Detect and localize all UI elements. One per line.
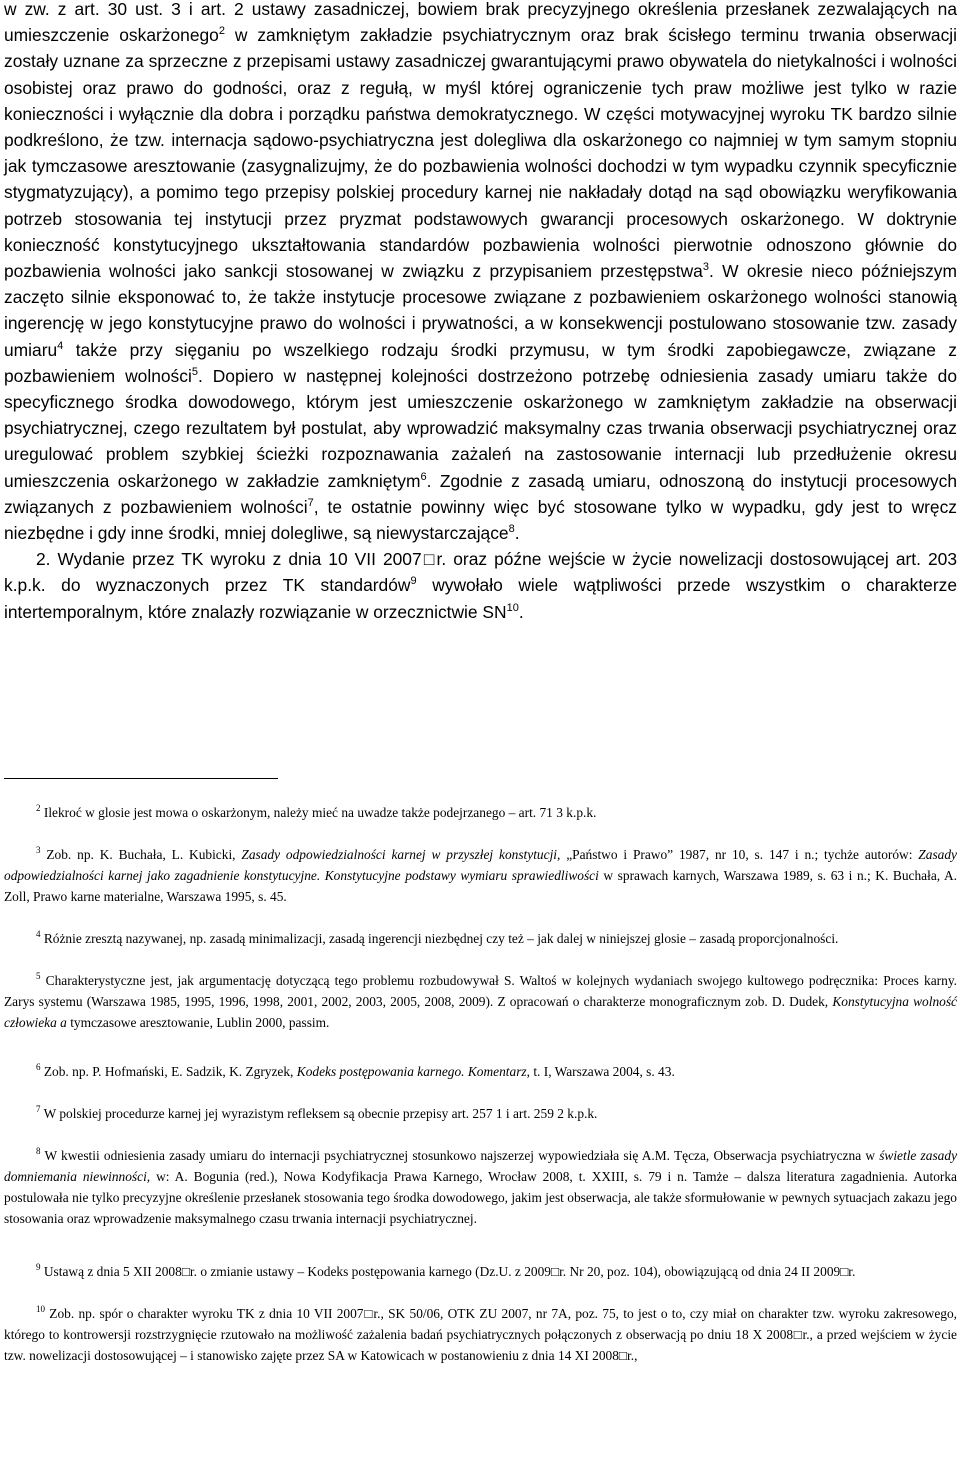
footnote-9 (4, 1261, 957, 1282)
footnote-text: W kwestii odniesienia zasady umiaru do internacji psychiatrycznej stosunkowo najszerzej wypowiedziała się A.M. Tęcza, Obserwacja psychiatryczna w (44, 1148, 880, 1163)
paragraph-1 (4, 0, 957, 546)
footnote-2 (4, 802, 957, 823)
footnote-ref-8[interactable]: 8 (508, 523, 515, 536)
footnote-6 (4, 1061, 957, 1082)
footnote-text: Ustawą z dnia 5 XII 2008□r. o zmianie ustawy – Kodeks postępowania karnego (Dz.U. z 2009□r. Nr 20, poz. 104), obowiązującą od dnia 24 II 2009□r. (43, 1264, 856, 1279)
footnote-number: 10 (36, 1304, 45, 1314)
footnote-ref-5[interactable]: 5 (191, 365, 198, 378)
footnote-text: w sprawach karnych, Warszawa 1989, s. 63 i n.; K. Buchała, A. Zoll, Prawo karne materialne, Warszawa 1995, s. 45. (4, 868, 957, 904)
footnote-title: Kodeks postępowania karnego. Komentarz (296, 1064, 527, 1079)
footnote-text: Zob. np. K. Buchała, L. Kubicki, (46, 847, 242, 862)
footnote-number: 3 (36, 845, 41, 855)
footnote-ref-10[interactable]: 10 (506, 601, 519, 614)
text-run: 2. Wydanie przez TK wyroku z dnia 10 VII 2007□r. oraz późne wejście w życie nowelizacji dostosowującej art. 203 k.p.k. do wyznaczonych przez TK standardów (4, 549, 957, 596)
footnote-text: Charakterystyczne jest, jak argumentację dotyczącą tego problemu rozbudowywał S. Waltoś w kolejnych wydaniach swojego kultowego podręcznika: Proces karny. Zarys systemu (Warszawa 1985, 1995, 1996, 1998, 2001, 2002, 2003, 2005, 2008, 2009). Z opracowań o charakterze monograficznym zob. D. Dudek, (4, 973, 957, 1009)
footnote-text: tymczasowe aresztowanie, Lublin 2000, passim. (66, 1015, 330, 1030)
main-text (4, 0, 957, 625)
footnote-10 (4, 1303, 957, 1366)
footnote-text: Zob. np. P. Hofmański, E. Sadzik, K. Zgryzek, (43, 1064, 297, 1079)
text-run: w zw. z art. 30 ust. 3 i art. 2 ustawy zasadniczej, bowiem brak precyzyjnego określenia przesłanek zezwalających na umieszczenie oskarżonego (4, 0, 957, 46)
footnote-text: Zob. np. spór o charakter wyroku TK z dnia 10 VII 2007□r., SK 50/06, OTK ZU 2007, nr 7A, poz. 75, to jest o to, czy miał on charakter tzw. wyroku zakresowego, którego to kontrowersji rozstrzygnięcie rzutowało na możliwość zażalenia badań psychiatrycznych połączonych z obserwacją po dniu 18 X 2008□r., a przed wejściem w życie tzw. nowelizacji dostosowującej – i stanowisko zajęte przez SA w Katowicach w postanowieniu z dnia 14 XI 2008□r., (4, 1306, 957, 1363)
footnote-8 (4, 1145, 957, 1229)
footnote-text: , t. I, Warszawa 2004, s. 43. (526, 1064, 675, 1079)
footnote-title: Zasady odpowiedzialności karnej w przyszłej konstytucji (241, 847, 558, 862)
text-run: . (514, 523, 520, 544)
footnote-4 (4, 928, 957, 949)
text-run: , te ostatnie powinny więc być stosowane tylko w wypadku, gdy jest to wręcz niezbędne i gdy inne środki, mniej dolegliwe, są niewystarczające (4, 496, 957, 544)
footnote-separator (4, 778, 278, 779)
footnote-5 (4, 970, 957, 1033)
text-run: . (518, 601, 524, 622)
footnote-ref-3[interactable]: 3 (702, 261, 709, 274)
text-run: . Zgodnie z zasadą umiaru, odnoszoną do instytucji procesowych związanych z pozbawieniem wolności (4, 470, 957, 517)
footnote-text: w: A. Bogunia (red.), Nowa Kodyfikacja Prawa Karnego, Wrocław 2008, t. XXIII, s. 79 i n. Tamże – dalsza literatura zagadnienia. Autorka postulowała nie tylko precyzyjne określenie przesłanek stosowania tego środka dowodowego, jakim jest obserwacja, ale także sformułowanie w pewnych sytuacjach zakazu jego stosowania oraz wprowadzenie maksymalnego czasu trwania internacji psychiatrycznej. (4, 1169, 957, 1226)
footnote-number: 6 (36, 1062, 41, 1072)
text-run: wywołało wiele wątpliwości przede wszystkim o charakterze intertemporalnym, które znalazły rozwiązanie w orzecznictwie SN (4, 575, 957, 622)
footnote-ref-4[interactable]: 4 (57, 339, 64, 352)
footnote-number: 9 (36, 1262, 41, 1272)
footnote-7 (4, 1103, 957, 1124)
footnote-ref-2[interactable]: 2 (218, 25, 225, 38)
footnote-text: W polskiej procedurze karnej jej wyrazistym refleksem są obecnie przepisy art. 257 1 i art. 259 2 k.p.k. (43, 1106, 598, 1121)
text-run: . Dopiero w następnej kolejności dostrzeżono potrzebę odniesienia zasady umiaru także do specyficznego środka dowodowego, którym jest umieszczenie oskarżonego w zamkniętym zakładzie na obserwacji psychiatrycznej, czego rezultatem był postulat, aby wprowadzić maksymalny czas trwania obserwacji psychiatrycznej oraz uregulować problem szybkiej ścieżki rozpoznawania zażaleń na zastosowanie internacji lub przedłużenie okresu umieszczenia oskarżonego w zakładzie zamkniętym (4, 365, 957, 491)
footnotes (4, 790, 957, 1366)
footnote-ref-9[interactable]: 9 (410, 575, 417, 588)
footnote-text: Ilekroć w glosie jest mowa o oskarżonym, należy mieć na uwadze także podejrzanego – art. 71 3 k.p.k. (43, 805, 597, 820)
footnote-3 (4, 844, 957, 907)
footnote-title: Zasady odpowiedzialności karnej jako zagadnienie konstytucyjne. Konstytucyjne podstawy wymiaru sprawiedliwości (4, 847, 957, 883)
paragraph-2 (4, 546, 957, 625)
footnote-number: 7 (36, 1104, 41, 1114)
footnote-number: 5 (36, 971, 41, 981)
footnote-ref-7[interactable]: 7 (307, 496, 314, 509)
footnote-number: 8 (36, 1146, 41, 1156)
text-run: . W okresie nieco późniejszym zaczęto silnie eksponować to, że także instytucje procesowe związane z pozbawieniem oskarżonego wolności stanowią ingerencję w jego konstytucyjne prawo do wolności i prywatności, a w konsekwencji postulowano stosowanie tzw. zasady umiaru (4, 261, 957, 360)
footnote-number: 4 (36, 929, 41, 939)
footnote-text: Różnie zresztą nazywanej, np. zasadą minimalizacji, zasadą ingerencji niezbędnej czy też – jak dalej w niniejszej glosie – zasadą proporcjonalności. (43, 931, 839, 946)
text-run: w zamkniętym zakładzie psychiatrycznym oraz brak ścisłego terminu trwania obserwacji zostały uznane za sprzeczne z przepisami ustawy zasadniczej gwarantującymi prawo obywatela do nietykalności i wolności osobistej oraz prawo do godności, oraz z regułą, w myśl której ograniczenie tych praw możliwe jest tylko w razie konieczności i wyłącznie dla dobra i porządku państwa demokratycznego. W części motywacyjnej wyroku TK bardzo silnie podkreślono, że tzw. internacja sądowo-psychiatryczna jest dolegliwa dla oskarżonego co najmniej w tym samym stopniu jak tymczasowe aresztowanie (zasygnalizujmy, że do pozbawienia wolności dochodzi w tym wypadku czynnik specyficznie stygmatyzujący), a pomimo tego przepisy polskiej procedury karnej nie nakładały dotąd na sąd obowiązku weryfikowania potrzeb stosowania tej instytucji przez pryzmat podstawowych gwarancji procesowych oskarżonego. W doktrynie konieczność konstytucyjnego ukształtowania standardów pozbawienia wolności pierwotnie odnoszono głównie do pozbawienia wolności jako sankcji stosowanej w związku z przypisaniem przestępstwa (4, 25, 957, 282)
text-run: także przy sięganiu po wszelkiego rodzaju środki przymusu, w tym środki zapobiegawcze, związane z pozbawieniem wolności (4, 339, 957, 386)
footnote-text: , „Państwo i Prawo” 1987, nr 10, s. 147 i n.; tychże autorów: (557, 847, 919, 862)
footnote-title: świetle zasady domniemania niewinności, (4, 1148, 958, 1184)
footnote-number: 2 (36, 803, 41, 813)
footnote-title: Konstytucyjna wolność człowieka a (4, 994, 957, 1030)
footnote-ref-6[interactable]: 6 (420, 470, 427, 483)
